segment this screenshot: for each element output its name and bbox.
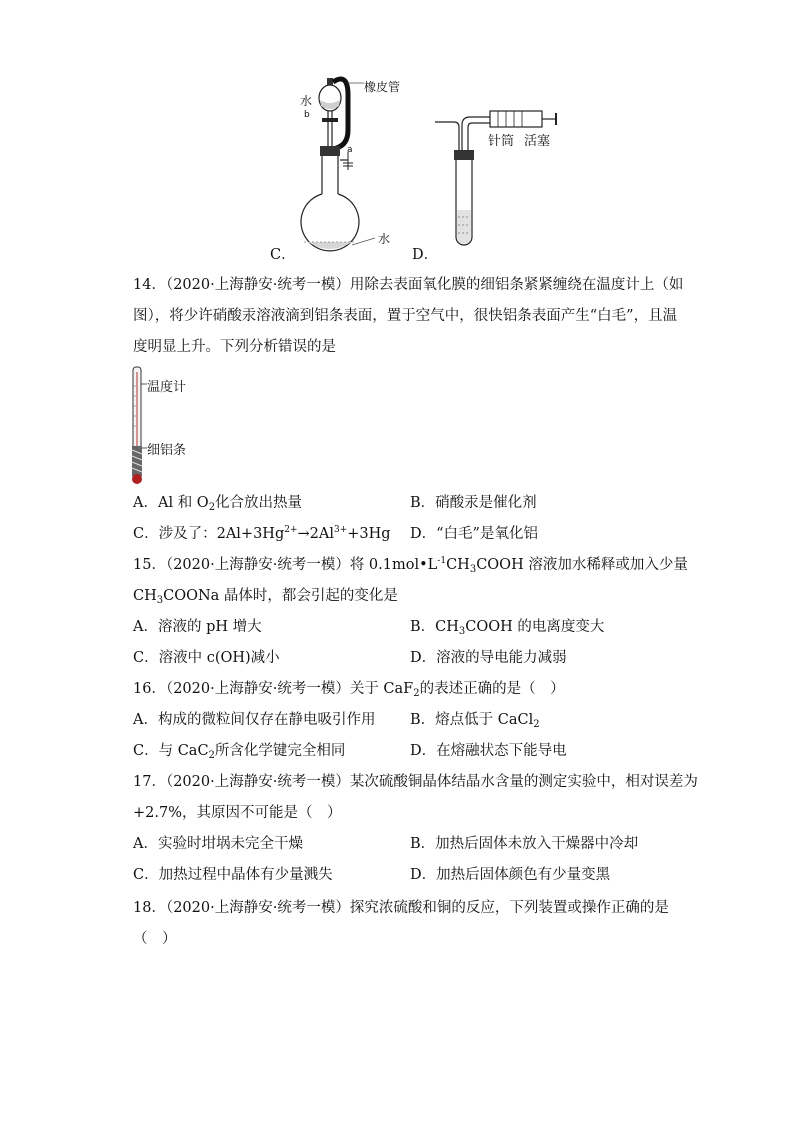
q16-option-a[interactable]: A．构成的微粒间仅存在静电吸引作用: [133, 712, 376, 728]
q14-stem-line2: 图），将少许硝酸汞溶液滴到铝条表面，置于空气中，很快铝条表面产生“白毛”，且温: [133, 308, 678, 324]
q17-option-c[interactable]: C．加热过程中晶体有少量溅失: [133, 867, 333, 883]
q14-option-a[interactable]: A．Al 和 $O_2$化合放出热量: [133, 495, 303, 513]
q16-stem-line1: 16．（2020·上海静安·统考一模）关于 CaF$_2$的表述正确的是（ ）: [133, 681, 565, 699]
label-water-bottom: 水: [378, 232, 391, 246]
q14-option-b[interactable]: B．硝酸汞是催化剂: [410, 495, 537, 511]
label-thermometer: 温度计: [147, 380, 187, 395]
q18-stem-line1: 18．（2020·上海静安·统考一模）探究浓硫酸和铜的反应，下列装置或操作正确的是: [133, 900, 669, 916]
label-b: b: [304, 110, 310, 120]
q14-stem-line1: 14．（2020·上海静安·统考一模）用除去表面氧化膜的细铝条紧紧缠绕在温度计上（如: [133, 277, 684, 293]
label-al-strip: 细铝条: [147, 443, 187, 458]
label-water-top: 水: [300, 94, 313, 108]
q15-stem-line2: $CH_3COONa$ 晶体时，都会引起的变化是: [133, 588, 398, 606]
label-rubber-tube: 橡皮管: [364, 80, 401, 94]
q17-option-d[interactable]: D．加热后固体颜色有少量变黑: [410, 867, 611, 883]
q16-option-c[interactable]: C．与 CaC$_2$所含化学键完全相同: [133, 743, 346, 761]
q14-option-d[interactable]: D．“白毛”是氧化铝: [410, 526, 538, 542]
q14-stem-line3: 度明显上升。下列分析错误的是: [133, 339, 336, 355]
figure-d-letter: D．: [412, 247, 439, 263]
label-plunger: 活塞: [524, 134, 551, 149]
label-syringe: 针筒: [488, 134, 515, 149]
q17-stem-line2: +2.7%，其原因不可能是（ ）: [133, 805, 342, 821]
q15-option-b[interactable]: B．$CH_3COOH$ 的电离度变大: [410, 619, 605, 637]
q17-option-a[interactable]: A．实验时坩埚未完全干燥: [133, 836, 303, 852]
figure-c-letter: C．: [270, 247, 296, 263]
q16-option-b[interactable]: B．熔点低于 CaCl$_2$: [410, 712, 540, 730]
q15-option-d[interactable]: D．溶液的导电能力减弱: [410, 650, 567, 666]
q17-stem-line1: 17．（2020·上海静安·统考一模）某次硫酸铜晶体结晶水含量的测定实验中，相对误差为: [133, 774, 698, 790]
q18-stem-line2: （ ）: [133, 931, 177, 947]
q15-option-c[interactable]: C．溶液中 c(OH)减小: [133, 650, 280, 666]
q17-option-b[interactable]: B．加热后固体未放入干燥器中冷却: [410, 836, 639, 852]
apparatus-d-figure: [432, 105, 572, 255]
q15-stem-line1: 15．（2020·上海静安·统考一模）将 $0.1mol•L^{-1}CH_3COOH$ 溶液加水稀释或加入少量: [133, 556, 688, 575]
q15-option-a[interactable]: A．溶液的 pH 增大: [133, 619, 262, 635]
label-a: a: [347, 145, 353, 155]
q14-option-c[interactable]: C．涉及了：$2Al+3Hg^{2+}\to 2Al^{3+}+3Hg$: [133, 525, 391, 542]
q16-option-d[interactable]: D．在熔融状态下能导电: [410, 743, 567, 759]
